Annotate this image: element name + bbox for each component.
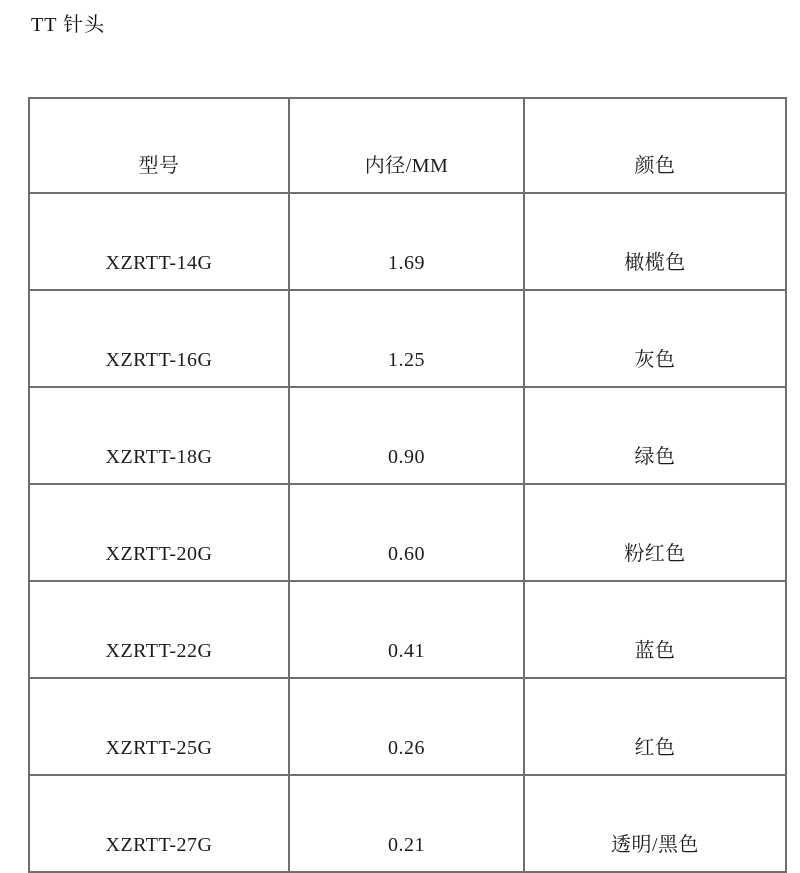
model-cell: XZRTT-22G <box>29 581 289 678</box>
model-cell: XZRTT-18G <box>29 387 289 484</box>
column-header-model: 型号 <box>29 98 289 193</box>
table-row <box>29 678 786 775</box>
inner_diameter_mm-cell: 0.26 <box>289 678 524 775</box>
table-row <box>29 387 786 484</box>
model-cell: XZRTT-16G <box>29 290 289 387</box>
table-header-row <box>29 98 786 193</box>
needle-spec-table <box>28 97 787 873</box>
inner_diameter_mm-cell: 0.21 <box>289 775 524 872</box>
inner_diameter_mm-cell: 1.69 <box>289 193 524 290</box>
inner_diameter_mm-cell: 1.25 <box>289 290 524 387</box>
column-header-inner-diameter: 内径/MM <box>289 98 524 193</box>
table-row <box>29 775 786 872</box>
color-cell: 透明/黑色 <box>524 775 786 872</box>
table-row <box>29 581 786 678</box>
color-cell: 红色 <box>524 678 786 775</box>
color-cell: 绿色 <box>524 387 786 484</box>
column-header-color: 颜色 <box>524 98 786 193</box>
inner_diameter_mm-cell: 0.41 <box>289 581 524 678</box>
color-cell: 粉红色 <box>524 484 786 581</box>
table-row <box>29 484 786 581</box>
table-row <box>29 193 786 290</box>
page-title: TT 针头 <box>31 14 106 36</box>
inner_diameter_mm-cell: 0.60 <box>289 484 524 581</box>
model-cell: XZRTT-14G <box>29 193 289 290</box>
model-cell: XZRTT-27G <box>29 775 289 872</box>
color-cell: 橄榄色 <box>524 193 786 290</box>
color-cell: 蓝色 <box>524 581 786 678</box>
table-row <box>29 290 786 387</box>
color-cell: 灰色 <box>524 290 786 387</box>
model-cell: XZRTT-25G <box>29 678 289 775</box>
inner_diameter_mm-cell: 0.90 <box>289 387 524 484</box>
model-cell: XZRTT-20G <box>29 484 289 581</box>
